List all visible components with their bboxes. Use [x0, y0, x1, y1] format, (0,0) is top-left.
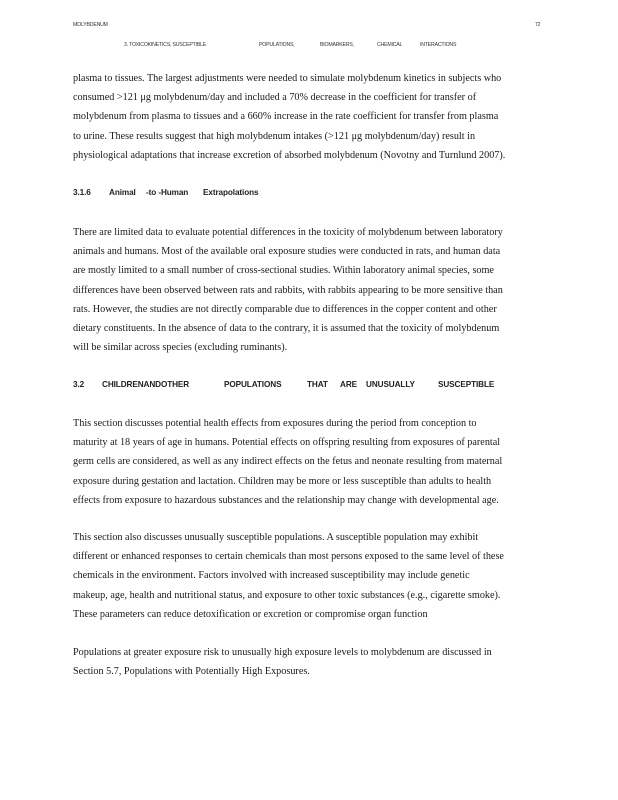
heading-word: -to -Human: [146, 188, 189, 197]
paragraph-susceptible: [73, 528, 573, 624]
text-line: consumed >121 μg molybdenum/day and included a 70% decrease in the coefficient for transfer of: [73, 92, 477, 104]
text-line: are mostly limited to a small number of cross-sectional studies. Within laboratory animal species, some: [73, 265, 494, 277]
text-line: chemicals in the environment. Factors involved with increased susceptibility may include genetic: [73, 570, 470, 582]
text-line: maturity at 18 years of age in humans. Potential effects on offspring resulting from exposures of parental: [73, 437, 501, 449]
text-line: differences have been observed between rats and rabbits, with rabbits appearing to be more sensitive than: [73, 284, 503, 296]
text-line: rats. However, the studies are not directly comparable due to differences in the copper content and other: [73, 303, 497, 315]
text-line: will be similar across species (excluding ruminants).: [73, 342, 288, 354]
section-heading-3-2: [73, 380, 513, 392]
section-number: 3.2: [73, 380, 85, 389]
paragraph-children: [73, 414, 573, 510]
section-number: 3.1.6: [73, 188, 91, 197]
text-line: exposure during gestation and lactation. Children may be more or less susceptible than adults to health: [73, 475, 492, 487]
heading-word: ARE: [340, 380, 357, 389]
text-line: different or enhanced responses to certain chemicals than most persons exposed to the same level of these: [73, 551, 504, 563]
text-line: molybdenum from plasma to tissues and a 660% increase in the rate coefficient for transfer from plasma: [73, 111, 499, 123]
paragraph-extrapolations: [73, 223, 573, 357]
heading-word: Extrapolations: [203, 188, 259, 197]
text-line: germ cells are considered, as well as any indirect effects on the fetus and neonate resulting from maternal: [73, 456, 503, 468]
heading-word: CHILDRENANDOTHER: [102, 380, 190, 389]
text-line: effects from exposure to hazardous substances and the relationship may change with developmental age.: [73, 494, 499, 506]
text-line: plasma to tissues. The largest adjustments were needed to simulate molybdenum kinetics in subjects who: [73, 73, 502, 84]
header-page-number: 72: [535, 22, 541, 28]
text-line: animals and humans. Most of the available oral exposure studies were conducted in rats, and human data: [73, 246, 501, 258]
heading-word: SUSCEPTIBLE: [438, 380, 495, 389]
heading-word: THAT: [307, 380, 328, 389]
heading-word: Animal: [109, 188, 136, 197]
text-line: This section discusses potential health effects from exposures during the period from conception to: [73, 418, 477, 429]
paragraph-exposure-risk: [73, 643, 573, 681]
header-ref-interactions: INTERACTIONS: [420, 42, 457, 48]
text-line: These parameters can reduce detoxification or excretion or compromise organ function: [73, 608, 428, 620]
text-line: to urine. These results suggest that high molybdenum intakes (>121 μg molybdenum/day) result in: [73, 130, 476, 142]
header-doc-title: MOLYBDENUM: [73, 22, 108, 28]
section-heading-3-1-6: [73, 188, 273, 200]
header-ref-biomarkers: BIOMARKERS,: [320, 42, 354, 48]
header-ref-populations: POPULATIONS,: [259, 42, 295, 48]
text-line: Section 5.7, Populations with Potentially High Exposures.: [73, 666, 310, 678]
text-line: makeup, age, health and nutritional status, and exposure to other toxic substances (e.g., cigarette smoke).: [73, 589, 501, 601]
heading-word: POPULATIONS: [224, 380, 282, 389]
heading-word: UNUSUALLY: [366, 380, 415, 389]
text-line: This section also discusses unusually susceptible populations. A susceptible population may exhibit: [73, 532, 479, 543]
text-line: physiological adaptations that increase excretion of absorbed molybdenum (Novotny and Turnlund 2007).: [73, 149, 506, 161]
header-section-ref: 3. TOXICOKINETICS, SUSCEPTIBLE: [124, 42, 207, 48]
text-line: dietary constituents. In the absence of data to the contrary, it is assumed that the toxicity of molybdenum: [73, 322, 500, 334]
header-ref-chemical: CHEMICAL: [377, 42, 403, 48]
text-line: Populations at greater exposure risk to unusually high exposure levels to molybdenum are discussed in: [73, 647, 492, 658]
paragraph-kinetics: [73, 69, 573, 165]
text-line: There are limited data to evaluate potential differences in the toxicity of molybdenum between laboratory: [73, 227, 503, 238]
